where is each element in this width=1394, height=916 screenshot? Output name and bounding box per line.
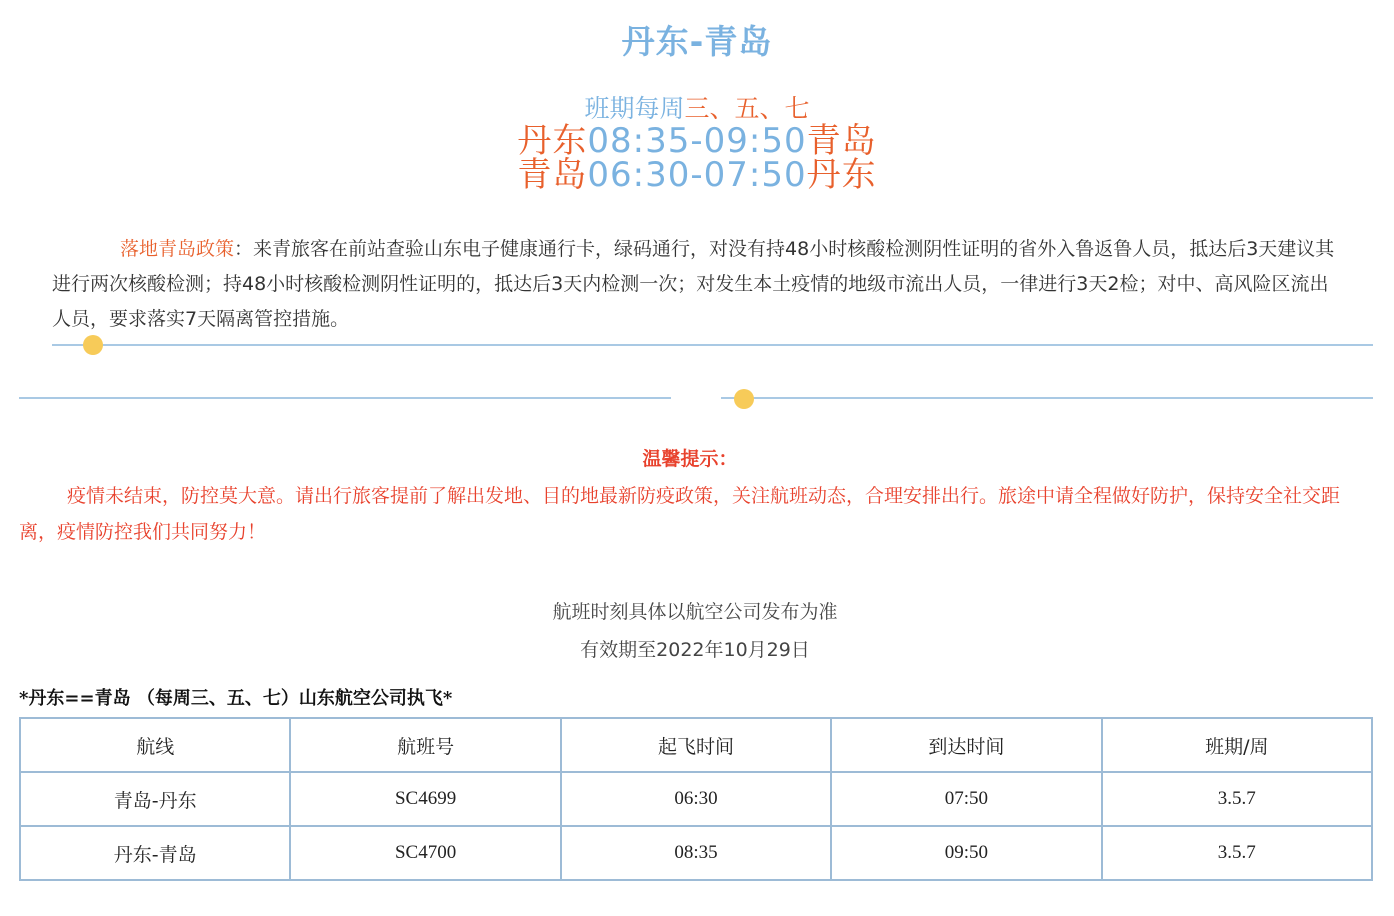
route-times: 08:35-09:50 — [587, 121, 807, 161]
tips-paragraph: 疫情未结束，防控莫大意。请出行旅客提前了解出发地、目的地最新防疫政策，关注航班动态，合理安排出行。旅途中请全程做好防护，保持安全社交距离，疫情防控我们共同努力！ — [19, 485, 1341, 543]
divider-dot — [83, 335, 103, 355]
table-row — [20, 826, 1372, 880]
policy-text: ：来青旅客在前站查验山东电子健康通行卡，绿码通行，对没有持48小时核酸检测阴性证明的省外入鲁返鲁人员，抵达后3天建议其进行两次核酸检测；持48小时核酸检测阴性证明的，抵达后3天内检测一次；对发生本土疫情的地级市流出人员，一律进行3天2检；对中、高风险区流出人员，要求落实7天隔离管控措施。 — [52, 238, 1335, 330]
policy-label: 落地青岛政策 — [120, 238, 235, 260]
route-times: 06:30-07:50 — [587, 155, 807, 195]
cell-arrival: 07:50 — [831, 772, 1101, 826]
schedule-days-value: 三、五、七 — [684, 94, 810, 123]
route-to: 丹东 — [806, 155, 877, 195]
schedule-note: 航班时刻具体以航空公司发布为准 — [552, 601, 838, 623]
route-from: 丹东 — [517, 121, 588, 161]
route-line-2 — [0, 156, 1394, 194]
header-frequency: 班期/周 — [1102, 718, 1372, 772]
cell-route: 青岛-丹东 — [20, 772, 290, 826]
route-to: 青岛 — [806, 121, 877, 161]
divider-line-left — [19, 397, 671, 399]
header-departure: 起飞时间 — [561, 718, 831, 772]
policy-paragraph — [52, 232, 1337, 337]
header-arrival: 到达时间 — [831, 718, 1101, 772]
page-title: 丹东-青岛 — [621, 22, 773, 61]
divider-line — [52, 344, 1373, 346]
cell-frequency: 3.5.7 — [1102, 772, 1372, 826]
tips-title: 温馨提示： — [642, 448, 738, 470]
cell-departure: 06:30 — [561, 772, 831, 826]
table-row — [20, 772, 1372, 826]
header-route: 航线 — [20, 718, 290, 772]
cell-departure: 08:35 — [561, 826, 831, 880]
validity-note: 有效期至2022年10月29日 — [580, 639, 810, 661]
cell-route: 丹东-青岛 — [20, 826, 290, 880]
divider-dot — [734, 389, 754, 409]
table-caption: *丹东==青岛 （每周三、五、七）山东航空公司执飞* — [19, 688, 453, 709]
cell-flight-no: SC4699 — [290, 772, 560, 826]
cell-flight-no: SC4700 — [290, 826, 560, 880]
table-header-row — [20, 718, 1372, 772]
cell-arrival: 09:50 — [831, 826, 1101, 880]
schedule-prefix: 班期每周 — [584, 94, 685, 123]
flight-table — [19, 717, 1373, 881]
header-flight-no: 航班号 — [290, 718, 560, 772]
cell-frequency: 3.5.7 — [1102, 826, 1372, 880]
divider-line-right — [721, 397, 1373, 399]
route-from: 青岛 — [517, 155, 588, 195]
